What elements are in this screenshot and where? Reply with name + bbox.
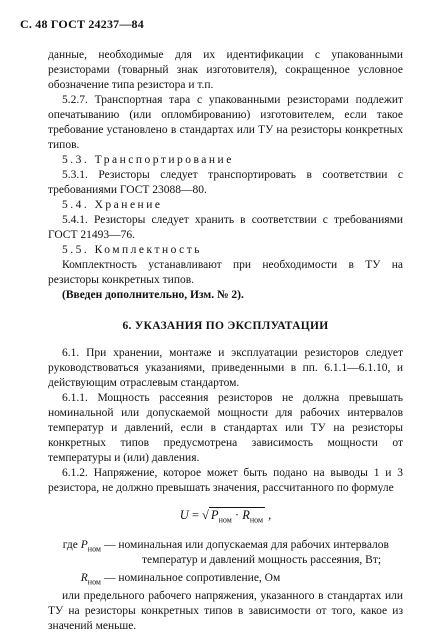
where-r-text: — номинальное сопротивление, Ом	[104, 571, 281, 584]
page-header: С. 48 ГОСТ 24237—84	[20, 17, 144, 31]
paragraph-5-2-7: 5.2.7. Транспортная тара с упакованными резисторами подлежит опечатыванию (или опломбированию) изготовителем, если такое требование установлено в стандартах или ТУ на резисторы конкретных типов.	[48, 94, 403, 151]
section-title: 6. УКАЗАНИЯ ПО ЭКСПЛУАТАЦИИ	[122, 320, 329, 332]
paragraph-6-1-2: 6.1.2. Напряжение, которое может быть подано на выводы 1 и 3 резистора, не должно превышать значения, рассчитанного по формуле	[48, 467, 403, 494]
formula-r-sub: ном	[249, 515, 264, 525]
paragraph-5-3-1: 5.3.1. Резисторы следует транспортировать в соответствии с требованиями ГОСТ 23088—80.	[48, 169, 403, 196]
where-r-symbol: $R_{ном}$	[80, 571, 101, 586]
voltage-formula	[48, 508, 403, 528]
paragraph-6-1-1: 6.1.1. Мощность рассеяния резисторов не должна превышать номинальной или допускаемой мощности для рабочих интервалов температур и давлений, если в стандартах или ТУ на резисторы конкретных типов предусмотрена зависимость мощности от температуры и (или) давления.	[48, 392, 403, 464]
sqrt-sign-icon: √	[202, 508, 209, 522]
where-p-definition	[48, 538, 403, 568]
formula-tail: ,	[265, 508, 272, 522]
paragraph-final: или предельного рабочего напряжения, указанного в стандартах или ТУ на резисторы конкретных типов в зависимости от того, какое из значений меньше.	[48, 589, 403, 632]
paragraph-continuation: данные, необходимые для их идентификации с упакованными резисторами (товарный знак изготовителя), сокращенное условное обозначение типа резистора и т.п.	[48, 49, 403, 91]
heading-5-5: 5.5. Комплектность	[62, 244, 203, 256]
where-prefix: где	[62, 538, 78, 551]
heading-5-4: 5.4. Хранение	[62, 199, 163, 211]
where-p-symbol: $P_{ном}$	[80, 538, 101, 553]
where-p-text-line1: — номинальная или допускаемая для рабочих интервалов	[104, 538, 389, 551]
paragraph-6-1: 6.1. При хранении, монтаже и эксплуатации резисторов следует руководствоваться указаниями, приведенными в пп. 6.1.1—6.1.10, и действующим отраслевым стандартом.	[48, 347, 403, 389]
formula-r: R	[242, 508, 250, 522]
heading-5-3: 5.3. Транспортирование	[62, 154, 234, 166]
where-p-label	[48, 538, 104, 568]
formula-lhs: U	[179, 508, 189, 522]
amendment-note: (Введен дополнительно, Изм. № 2).	[62, 289, 244, 301]
paragraph-5-5: Комплектность устанавливают при необходимости в ТУ на резисторы конкретных типов.	[48, 259, 403, 286]
paragraph-5-4-1: 5.4.1. Резисторы следует хранить в соответствии с требованиями ГОСТ 21493—76.	[48, 214, 403, 241]
formula-p: P	[210, 508, 219, 522]
where-r-definition	[48, 571, 403, 589]
formula-equals: =	[188, 508, 203, 522]
where-p-text-line2: температур и давлений мощность рассеяния, Вт;	[142, 553, 382, 566]
where-p-text	[104, 538, 403, 568]
formula-p-sub: ном	[218, 515, 232, 525]
page-content	[48, 48, 403, 634]
formula-radicand	[209, 507, 265, 525]
where-r-label	[48, 571, 104, 589]
formula-dot: ·	[231, 508, 243, 522]
